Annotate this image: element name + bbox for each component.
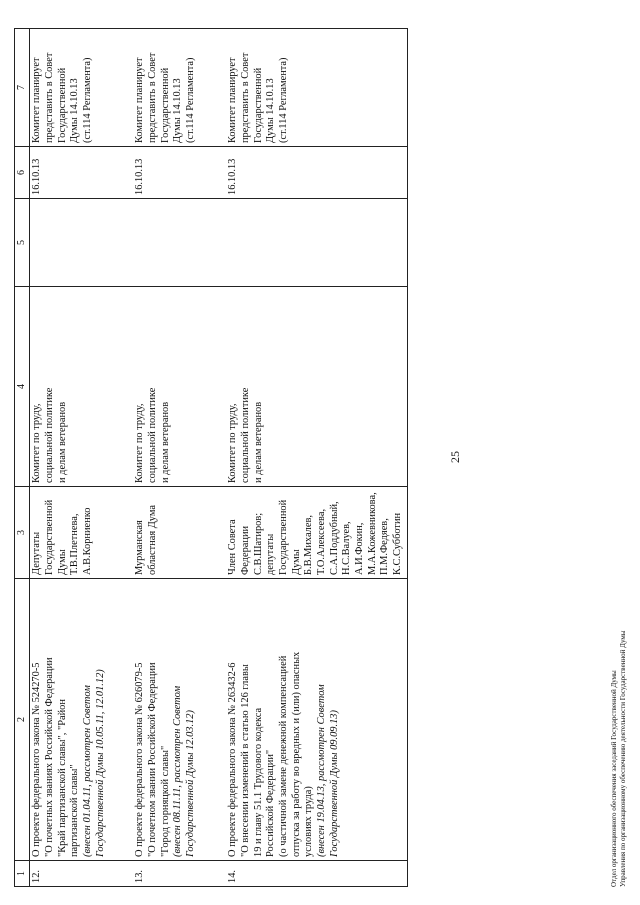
row-number: 13. [133,861,226,887]
date-cell: 16.10.13 [133,147,226,199]
bill-title-line: О проекте федерального закона № 524270-5 [31,662,43,857]
author-line: С.А.Поддубный, [328,501,340,575]
author-line: Депутаты [31,531,43,575]
author-line: областная Дума [146,505,158,575]
date-cell: 16.10.13 [226,147,407,199]
status-line: представить в Совет [146,52,158,143]
committee-cell [30,287,134,487]
bill-note-line: Государственной Думы 09.09.13) [328,710,340,857]
status-line: Комитет планирует [134,57,146,143]
author-line: К.С.Субботин [392,512,404,575]
bill-title-line: условиях труда) [303,786,315,857]
bill-title-line: О проекте федерального закона № 626079-5 [134,662,146,857]
header-row [15,29,30,887]
status-line: (ст.114 Регламента) [184,57,196,143]
status-line: Государственной [56,67,68,143]
status-line: Думы 14.10.13 [69,78,81,143]
committee-line: и делам ветеранов [159,401,171,483]
bill-title-line: "О внесении изменений в статью 126 главы [239,664,251,857]
status-line: Комитет планирует [227,57,239,143]
bill-title-line: партизанской славы" [69,764,81,857]
bill-title-line: "О почетном звании Российской Федерации [146,662,158,857]
author-cell [226,487,407,579]
status-line: представить в Совет [43,52,55,143]
column-header: 3 [15,487,30,579]
author-line: М.А.Кожевникова, [366,492,378,575]
committee-line: Комитет по труду, [227,403,239,483]
bill-note-line: Государственной Думы 10.05.11, 12.01.12) [94,669,106,857]
bill-title-cell [133,579,226,861]
committee-line: социальной политике [43,387,55,483]
row-number: 12. [30,861,134,887]
bill-title-cell [30,579,134,861]
status-line: Думы 14.10.13 [172,78,184,143]
table-row [226,29,407,887]
committee-cell [133,287,226,487]
bill-title-cell [226,579,407,861]
column-header: 4 [15,287,30,487]
author-line: депутаты [265,533,277,575]
bill-note-line: (внесен 19.04.13, рассмотрен Советом [316,684,327,857]
author-line: Государственной [43,499,55,575]
author-line: Мурманская [134,520,146,575]
bills-table [14,28,408,887]
committee-line: и делам ветеранов [56,401,68,483]
status-line: представить в Совет [239,52,251,143]
status-cell [133,29,226,147]
author-line: Т.О.Алексеева, [316,508,327,575]
date-cell: 16.10.13 [30,147,134,199]
page-footer [610,631,629,887]
column-header: 5 [15,199,30,287]
status-line: (ст.114 Регламента) [277,57,289,143]
author-line: Федерации [239,525,251,575]
column-header: 1 [15,861,30,887]
status-line: (ст.114 Регламента) [81,57,93,143]
author-line: Думы [290,549,302,575]
author-line: Думы [56,549,68,575]
bill-title-line: Российской Федерации" [265,749,277,857]
author-line: Б.В.Михалев, [303,515,315,575]
author-line: П.М.Федяев, [379,518,391,575]
author-line: Член Совета [227,519,239,575]
row-number: 14. [226,861,407,887]
committee-line: и делам ветеранов [252,401,264,483]
bill-note-line: Государственной Думы 12.03.12) [184,710,196,857]
empty-cell [133,199,226,287]
status-line: Думы 14.10.13 [265,78,277,143]
table-row [133,29,226,887]
footer-line: Управления по организационному обеспечению деятельности Государственной Думы [619,630,628,887]
committee-line: социальной политике [239,387,251,483]
status-line: Государственной [159,67,171,143]
table-row [30,29,134,887]
committee-cell [226,287,407,487]
empty-cell [30,199,134,287]
footer-line: Отдел организационного обеспечения заседаний Государственной Думы [610,670,618,887]
author-line: А.И.Фокин, [354,522,366,575]
bill-title-line: О проекте федерального закона № 263432-6 [227,662,239,857]
author-cell [30,487,134,579]
page-number: 25 [448,451,462,463]
status-cell [226,29,407,147]
bill-title-line: "О почетных званиях Российской Федерации [43,657,55,857]
committee-line: социальной политике [146,387,158,483]
bill-title-line: (о частичной замене денежной компенсацией [277,655,289,857]
author-cell [133,487,226,579]
committee-line: Комитет по труду, [31,403,43,483]
bill-title-line: "Край партизанской славы", "Район [56,699,68,857]
author-line: Т.В.Плетнева, [69,513,81,575]
bill-note-line: (внесен 01.04.11, рассмотрен Советом [81,685,93,857]
bill-title-line: отпуска за работу во вредных и (или) опасных [290,651,302,857]
committee-line: Комитет по труду, [134,403,146,483]
status-line: Комитет планирует [31,57,43,143]
bill-note-line: (внесен 08.11.11, рассмотрен Советом [172,685,184,857]
column-header: 2 [15,579,30,861]
bill-title-line: "Город горняцкой славы" [159,745,171,857]
author-line: А.В.Корниенко [81,507,93,575]
author-line: Государственной [277,499,289,575]
column-header: 7 [15,29,30,147]
column-header: 6 [15,147,30,199]
status-cell [30,29,134,147]
bill-title-line: 19 и главу 51.1 Трудового кодекса [252,707,264,857]
author-line: С.В.Шатиров; [252,512,264,575]
status-line: Государственной [252,67,264,143]
empty-cell [226,199,407,287]
author-line: Н.С.Валуев, [341,521,353,575]
